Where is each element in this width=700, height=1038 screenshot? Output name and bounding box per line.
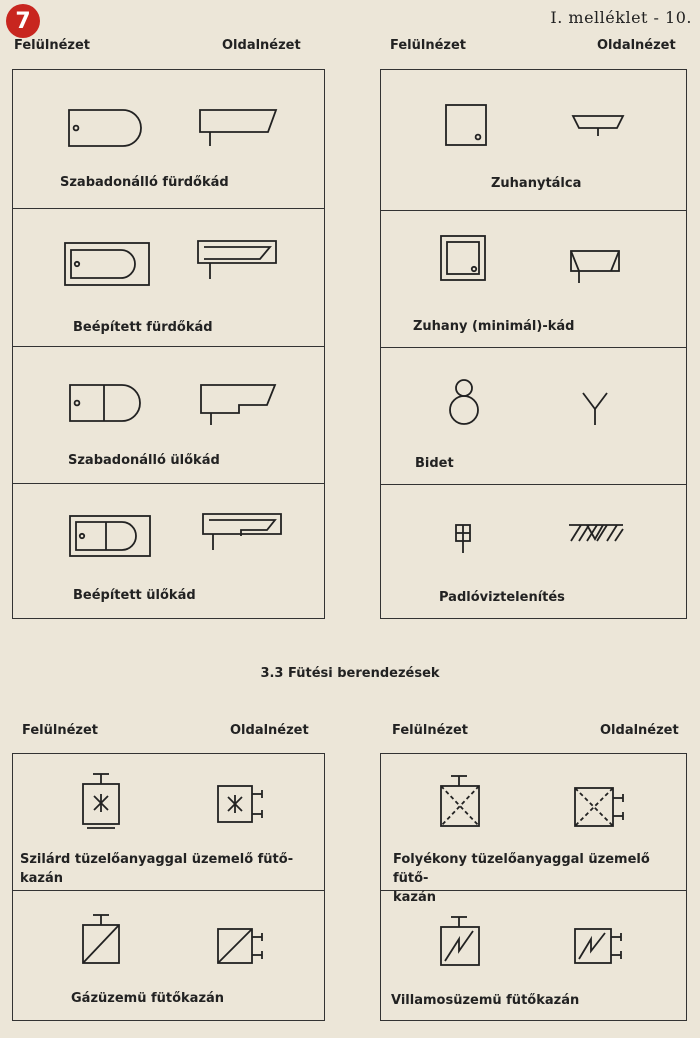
table-row <box>13 484 324 618</box>
built-in-sitz-bath-elevation-icon <box>201 512 301 562</box>
solid-fuel-boiler-plan-icon <box>81 772 131 834</box>
shower-tray-plan-icon <box>444 103 494 153</box>
table-row <box>381 70 686 211</box>
heating-caption-line1: Villamosüzemü fütőkazán <box>391 993 580 1008</box>
bidet-plan-icon <box>447 376 487 432</box>
floor-drain-elevation-icon <box>567 521 631 551</box>
table-row <box>13 70 324 209</box>
heating-caption <box>20 850 293 888</box>
freestanding-bathtub-elevation-icon <box>198 106 298 151</box>
table-row <box>381 891 686 1020</box>
table-row <box>13 891 324 1020</box>
sanitary-caption: Beépített ülőkád <box>73 588 196 603</box>
sanitary-caption: Beépített fürdőkád <box>73 320 213 335</box>
table-row <box>381 754 686 905</box>
shower-tray-elevation-icon <box>571 114 631 144</box>
chapter-badge: 7 <box>6 4 40 38</box>
liquid-fuel-boiler-plan-icon <box>439 774 489 834</box>
heating-caption-line2: kazán <box>20 871 64 886</box>
heating-caption <box>71 989 224 1008</box>
right-side-view-label: Oldalnézet <box>597 38 676 53</box>
heating-left-side-view-label: Oldalnézet <box>230 723 309 738</box>
heating-right-table <box>380 753 687 1021</box>
table-row <box>13 347 324 484</box>
sanitary-caption: Bidet <box>415 456 454 471</box>
sanitary-caption: Zuhanytálca <box>491 176 582 191</box>
sanitary-caption: Padlóviztelenítés <box>439 590 565 605</box>
sanitary-caption: Szabadonálló fürdőkád <box>60 175 229 190</box>
sanitary-caption: Szabadonálló ülőkád <box>68 453 220 468</box>
section-title: 3.3 Fütési berendezések <box>260 666 440 681</box>
heating-left-table <box>12 753 325 1021</box>
floor-drain-plan-icon <box>454 523 484 563</box>
left-top-view-label: Felülnézet <box>14 38 91 53</box>
liquid-fuel-boiler-elevation-icon <box>573 786 629 838</box>
built-in-sitz-bath-plan-icon <box>68 514 168 562</box>
freestanding-bathtub-plan-icon <box>67 108 157 148</box>
left-side-view-label: Oldalnézet <box>222 38 301 53</box>
electric-boiler-plan-icon <box>439 915 489 975</box>
built-in-bathtub-elevation-icon <box>196 239 296 289</box>
table-row <box>381 348 686 485</box>
heating-caption-line1: Szilárd tüzelőanyaggal üzemelő fütő- <box>20 852 294 867</box>
heating-right-top-view-label: Felülnézet <box>392 723 469 738</box>
freestanding-sitz-bath-elevation-icon <box>199 381 299 429</box>
freestanding-sitz-bath-plan-icon <box>68 383 158 423</box>
right-top-view-label: Felülnézet <box>390 38 467 53</box>
gas-boiler-elevation-icon <box>216 927 266 977</box>
table-row <box>13 754 324 891</box>
built-in-bathtub-plan-icon <box>63 241 163 289</box>
bidet-elevation-icon <box>581 391 611 431</box>
sanitary-right-table <box>380 69 687 619</box>
shower-tub-plan-icon <box>439 234 489 284</box>
table-row <box>381 485 686 618</box>
solid-fuel-boiler-elevation-icon <box>216 784 266 834</box>
sanitary-caption: Zuhany (minimál)-kád <box>413 319 575 334</box>
shower-tub-elevation-icon <box>569 249 629 289</box>
table-row <box>381 211 686 348</box>
gas-boiler-plan-icon <box>81 913 131 973</box>
electric-boiler-elevation-icon <box>573 927 629 977</box>
page-reference: I. melléklet - 10. <box>550 8 692 27</box>
heating-left-top-view-label: Felülnézet <box>22 723 99 738</box>
table-row <box>13 209 324 347</box>
heating-right-side-view-label: Oldalnézet <box>600 723 679 738</box>
heating-caption-line1: Gázüzemü fütőkazán <box>71 991 225 1006</box>
sanitary-left-table <box>12 69 325 619</box>
heating-caption <box>391 991 579 1010</box>
heating-caption-line1: Folyékony tüzelőanyaggal üzemelő fütő- <box>393 852 650 886</box>
heating-caption-line2: kazán <box>393 890 437 905</box>
